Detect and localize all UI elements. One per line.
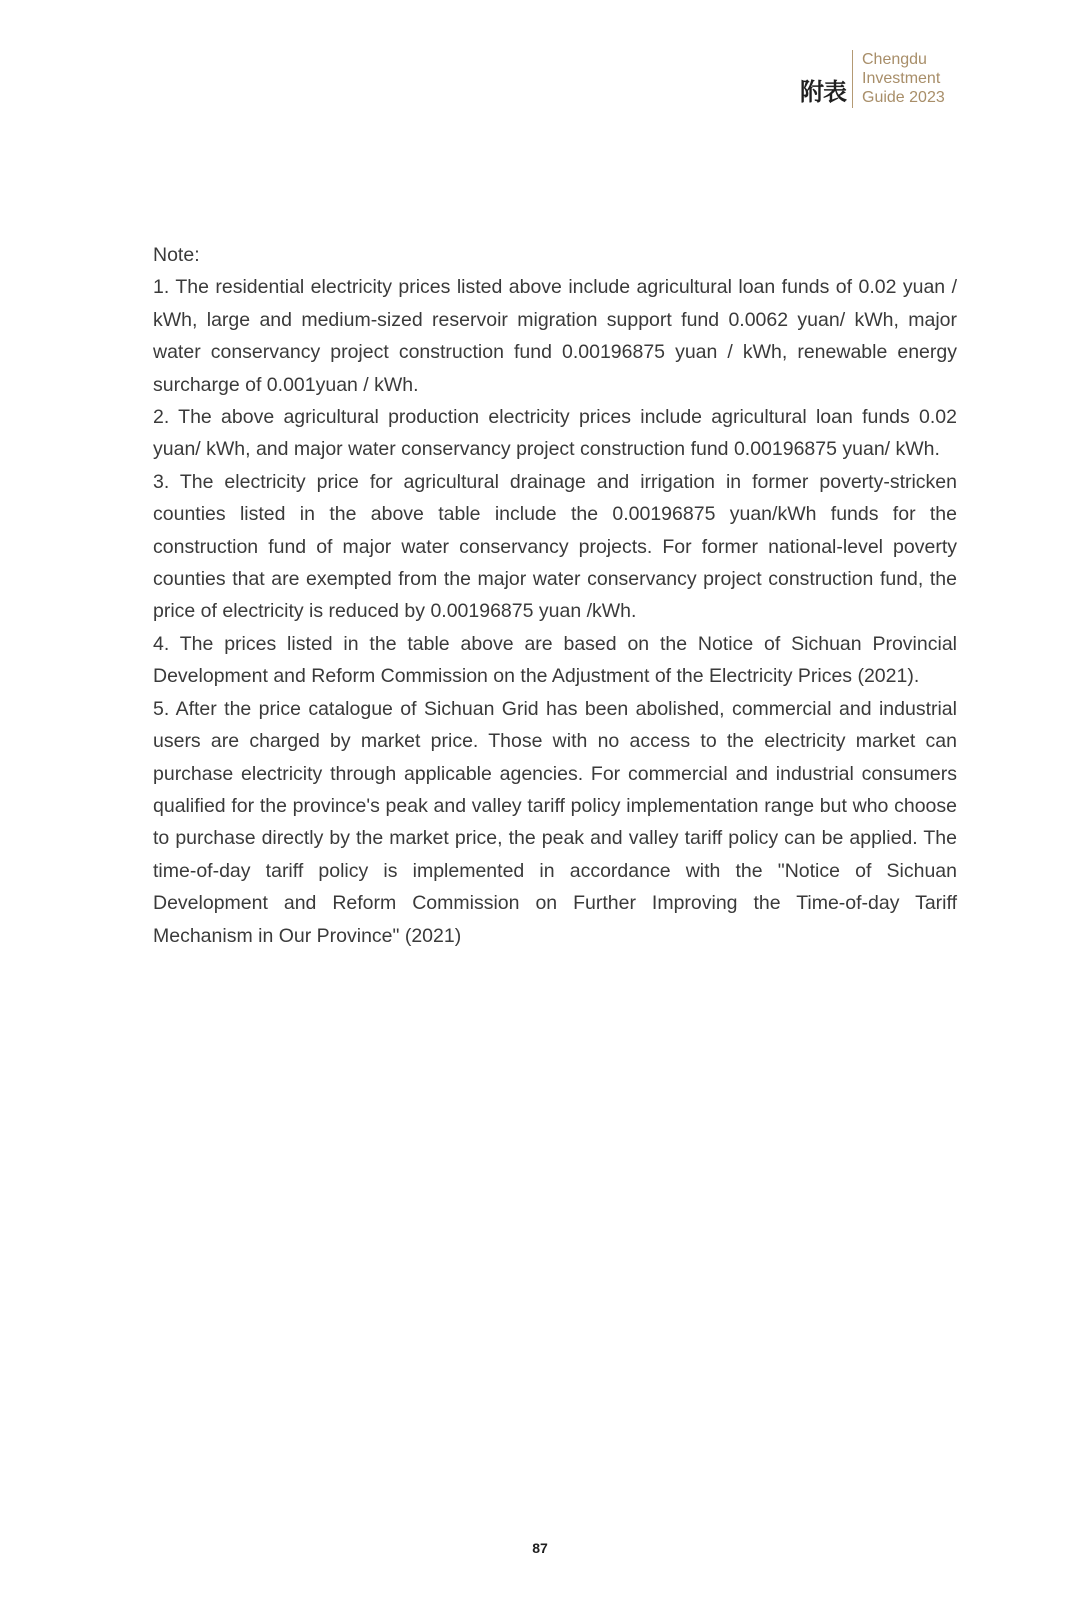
guide-title — [862, 50, 945, 107]
note-item-3: 3. The electricity price for agricultural drainage and irrigation in former poverty-stricken counties listed in the above table include the 0.00196875 yuan/kWh funds for the construction fund of major water conservancy projects. For former national-level poverty counties that are exempted from the major water conservancy project construction fund, the price of electricity is reduced by 0.00196875 yuan /kWh. — [153, 470, 957, 623]
guide-title-line-2: Investment — [862, 70, 941, 87]
note-item-5: 5. After the price catalogue of Sichuan Grid has been abolished, commercial and industrial users are charged by market price. Those with no access to the electricity market can purchase electricity through applicable agencies. For commercial and industrial consumers qualified for the province's peak and valley tariff policy implementation range but who choose to purchase directly by the market price, the peak and valley tariff policy can be applied. The time-of-day tariff policy is implemented in accordance with the "Notice of Sichuan Development and Reform Commission on Further Improving the Time-of-day Tariff Mechanism in Our Province" (2021) — [153, 697, 957, 947]
page-header — [800, 50, 960, 110]
header-divider — [852, 50, 853, 108]
guide-title-line-1: Chengdu — [862, 51, 927, 68]
section-title-cn: 附表 — [800, 78, 846, 106]
notes-section — [153, 239, 957, 952]
notes-heading: Note: — [153, 244, 200, 266]
note-item-1: 1. The residential electricity prices listed above include agricultural loan funds of 0.02 yuan / kWh, large and medium-sized reservoir migration support fund 0.0062 yuan/ kWh, major water conservancy project construction fund 0.00196875 yuan / kWh, renewable energy surcharge of 0.001yuan / kWh. — [153, 276, 957, 396]
page-number: 87 — [532, 1540, 548, 1556]
guide-title-line-3: Guide 2023 — [862, 89, 945, 106]
note-item-4: 4. The prices listed in the table above are based on the Notice of Sichuan Provincial Development and Reform Commission on the Adjustment of the Electricity Prices (2021). — [153, 632, 957, 688]
note-item-2: 2. The above agricultural production electricity prices include agricultural loan funds 0.02 yuan/ kWh, and major water conservancy project construction fund 0.00196875 yuan/ kWh. — [153, 406, 957, 461]
